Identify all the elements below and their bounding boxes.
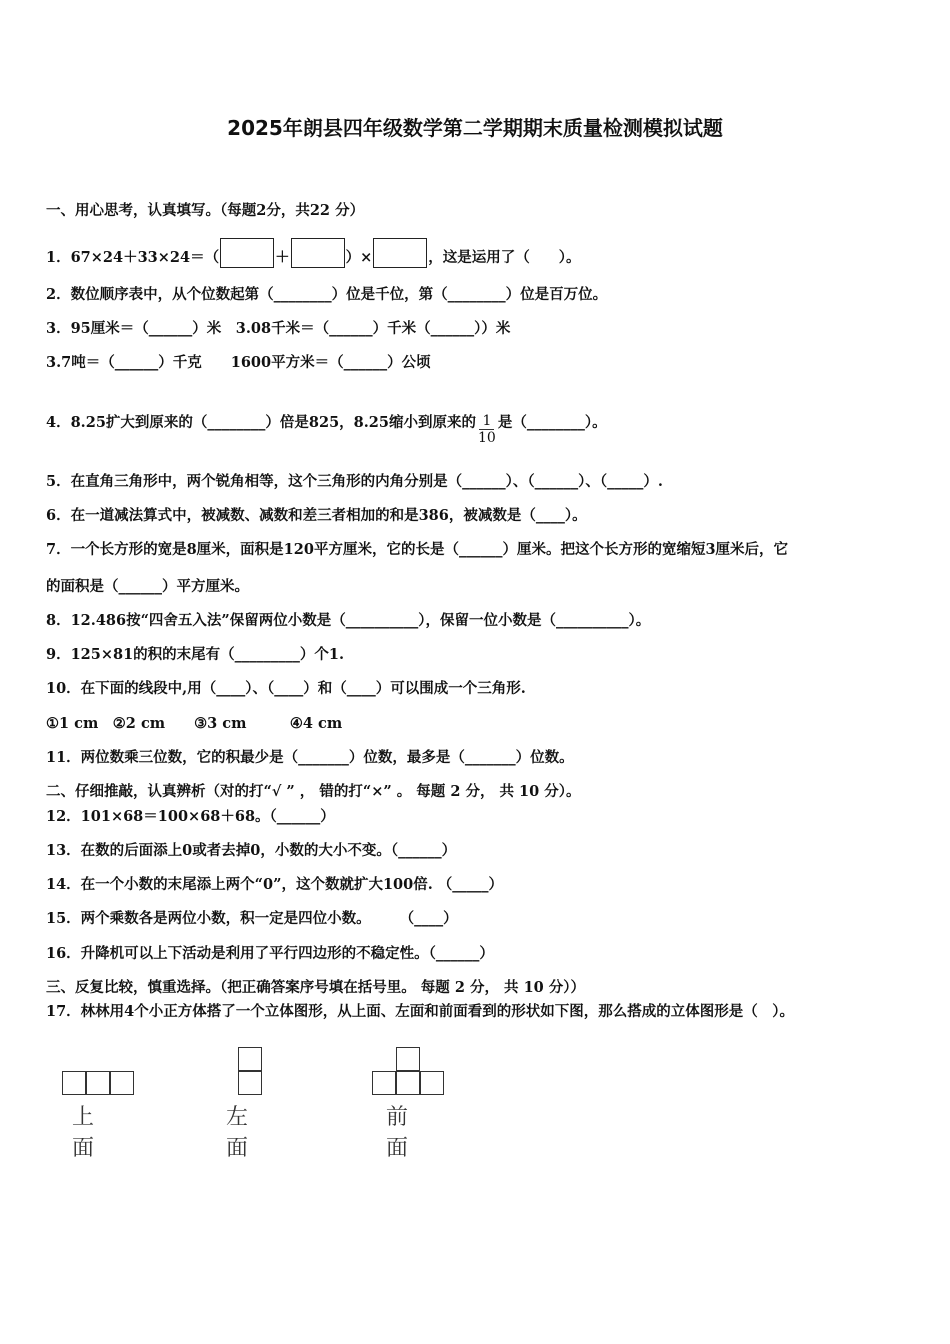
question-6: 6．在一道减法算式中，被减数、减数和差三者相加的和是386，被减数是（____）。 bbox=[46, 507, 587, 524]
answer-box-2[interactable] bbox=[291, 238, 345, 268]
answer-box-1[interactable] bbox=[220, 238, 274, 268]
cube-face bbox=[396, 1047, 420, 1071]
cube-face bbox=[86, 1071, 110, 1095]
question-10-options: ①1 cm ②2 cm ③3 cm ④4 cm bbox=[46, 715, 343, 732]
left-view-label: 左面 bbox=[226, 1105, 249, 1161]
question-16: 16．升降机可以上下活动是利用了平行四边形的不稳定性。（______） bbox=[46, 945, 494, 962]
question-7a: 7．一个长方形的宽是8厘米，面积是120平方厘米，它的长是（______）厘米。把这个长方形的宽缩短3厘米后，它 bbox=[46, 541, 789, 558]
answer-box-3[interactable] bbox=[373, 238, 427, 268]
question-13: 13．在数的后面添上0或者去掉0，小数的大小不变。（______） bbox=[46, 842, 457, 859]
cube-face bbox=[396, 1071, 420, 1095]
fraction-one-tenth bbox=[478, 413, 496, 446]
section-3-heading: 三、反复比较，慎重选择。（把正确答案序号填在括号里。 每题 2 分， 共 10 分）） bbox=[46, 979, 586, 996]
q4-text-a: 4．8.25扩大到原来的（________）倍是825，8.25缩小到原来的 bbox=[46, 414, 476, 431]
section-2-heading: 二、仔细推敲，认真辨析（对的打“√ ” ， 错的打“×” 。 每题 2 分， 共 10 分）。 bbox=[46, 783, 581, 800]
question-4 bbox=[46, 413, 607, 452]
cube-face bbox=[238, 1071, 262, 1095]
question-17: 17．林林用4个小正方体搭了一个立体图形，从上面、左面和前面看到的形状如下图，那么搭成的立体图形是（ ）。 bbox=[46, 1003, 795, 1020]
top-view-label: 上面 bbox=[72, 1105, 95, 1161]
question-5: 5．在直角三角形中，两个锐角相等，这个三角形的内角分别是（______）、（______）、（_____）. bbox=[46, 473, 663, 490]
question-3a: 3．95厘米＝（______）米 3.08千米＝（______）千米（______））米 bbox=[46, 320, 511, 337]
cube-face bbox=[372, 1071, 396, 1095]
question-3b: 3.7吨＝（______）千克 1600平方米＝（______）公顷 bbox=[46, 354, 431, 371]
page-title: 2025年朗县四年级数学第二学期期末质量检测模拟试题 bbox=[227, 116, 723, 140]
q1-plus: ＋ bbox=[275, 249, 290, 266]
question-2: 2．数位顺序表中，从个位数起第（________）位是千位，第（________）位是百万位。 bbox=[46, 286, 608, 303]
fraction-denominator: 10 bbox=[478, 430, 496, 446]
cube-face bbox=[420, 1071, 444, 1095]
cube-face bbox=[110, 1071, 134, 1095]
q1-text-c: ，这是运用了（ ）。 bbox=[428, 249, 581, 266]
cube-face bbox=[62, 1071, 86, 1095]
question-8: 8．12.486按“四舍五入法”保留两位小数是（__________），保留一位小数是（__________）。 bbox=[46, 612, 651, 629]
cube-face bbox=[238, 1047, 262, 1071]
question-15: 15．两个乘数各是两位小数，积一定是四位小数。 （____） bbox=[46, 910, 458, 927]
section-1-heading: 一、用心思考，认真填写。（每题2分，共22 分） bbox=[46, 202, 365, 219]
question-14: 14．在一个小数的末尾添上两个“0”，这个数就扩大100倍. （_____） bbox=[46, 876, 504, 893]
question-7b: 的面积是（______）平方厘米。 bbox=[46, 578, 249, 595]
question-1 bbox=[46, 238, 581, 268]
question-10: 10．在下面的线段中,用（____）、（____）和（____）可以围成一个三角形. bbox=[46, 680, 526, 697]
question-11: 11．两位数乘三位数，它的积最少是（_______）位数，最多是（_______）位数。 bbox=[46, 749, 574, 766]
question-12: 12．101×68＝100×68＋68。（______） bbox=[46, 808, 335, 825]
question-9: 9．125×81的积的末尾有（_________）个1. bbox=[46, 646, 345, 663]
front-view-label: 前面 bbox=[386, 1105, 409, 1161]
q1-text-b: ）× bbox=[345, 249, 373, 266]
q4-text-b: 是（________）。 bbox=[497, 414, 607, 431]
fraction-numerator: 1 bbox=[479, 413, 494, 430]
q1-text-a: 1．67×24＋33×24＝（ bbox=[46, 249, 220, 266]
